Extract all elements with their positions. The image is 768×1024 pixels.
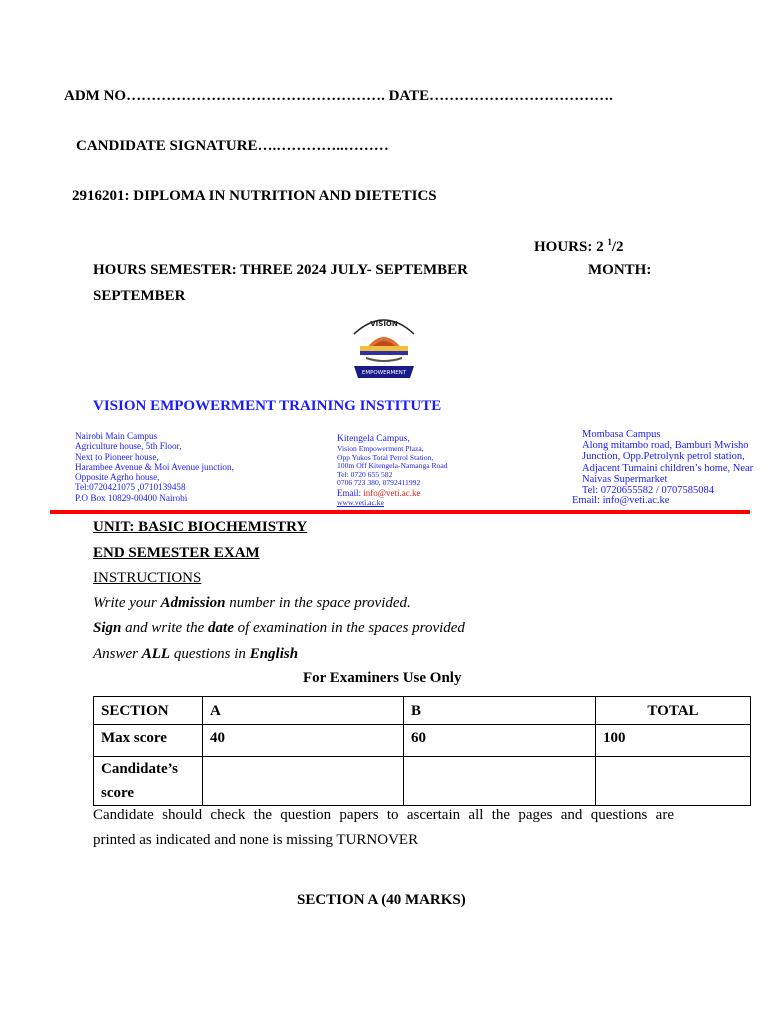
- exam-title: END SEMESTER EXAM: [93, 545, 260, 561]
- adm-date-line: ADM NO……………………………………………. DATE……………………………….: [64, 88, 613, 104]
- address-line: Adjacent Tumaini children’s home, Near: [582, 462, 754, 474]
- kitengela-email: Email: info@veti.ac.ke: [337, 487, 421, 498]
- table-header-cell: A: [203, 697, 404, 725]
- kitengela-campus-address: [337, 434, 487, 510]
- email-link[interactable]: info@veti.ac.ke: [363, 487, 421, 498]
- instruction-sign-date: Sign and write the date of examination in the spaces provided: [93, 620, 465, 636]
- table-cell: 60: [404, 725, 596, 757]
- address-line: Mombasa Campus: [582, 429, 661, 440]
- address-line: Agriculture house, 5th Floor,: [75, 441, 182, 452]
- nairobi-campus-address: [75, 431, 255, 505]
- address-line: Naivas Supermarket: [582, 473, 668, 485]
- address-line: P.O Box 10829-00400 Nairobi: [75, 492, 188, 503]
- address-line: 0706 723 380, 0792411992: [337, 478, 421, 488]
- instructions-heading: INSTRUCTIONS: [93, 570, 202, 586]
- address-line: Along mitambo road, Bamburi Mwisho: [582, 440, 749, 452]
- address-line: Opp Yukos Total Petrol Station,: [337, 452, 434, 462]
- email-link[interactable]: info@veti.ac.ke: [602, 495, 670, 506]
- section-a-heading: SECTION A (40 MARKS): [297, 892, 466, 908]
- candidate-note-line1: Candidate should check the question papers to ascertain all the pages and questions are: [93, 807, 674, 823]
- table-row: [94, 757, 751, 806]
- address-line: Tel: 0720 655 582: [337, 469, 393, 479]
- address-title: Kitengela Campus,: [337, 434, 410, 444]
- candidate-signature-line: CANDIDATE SIGNATURE….…………..………: [76, 138, 389, 154]
- examiners-heading: For Examiners Use Only: [303, 670, 462, 686]
- institute-name: VISION EMPOWERMENT TRAINING INSTITUTE: [93, 398, 442, 414]
- address-line: Tel: 0720655582 / 0707585084: [582, 485, 714, 497]
- unit-title: UNIT: BASIC BIOCHEMISTRY: [93, 519, 308, 535]
- month-label: MONTH:: [588, 262, 652, 278]
- hours-duration: HOURS: 2 $^1$/2: [534, 237, 624, 255]
- mombasa-campus-address: [582, 429, 753, 496]
- month-value: SEPTEMBER: [93, 288, 186, 304]
- semester-line: HOURS SEMESTER: THREE 2024 JULY- SEPTEMBER: [93, 262, 468, 278]
- website-link[interactable]: www.veti.ac.ke: [337, 497, 384, 507]
- address-line: Nairobi Main Campus: [75, 431, 158, 441]
- address-line: Tel:0720421075 ,0710139458: [75, 482, 186, 493]
- table-row: [94, 697, 751, 725]
- mombasa-email: Email: info@veti.ac.ke: [572, 495, 670, 506]
- table-row-label: Candidate’s score: [94, 757, 203, 806]
- table-cell: 40: [203, 725, 404, 757]
- candidate-score-total-cell[interactable]: [596, 757, 751, 806]
- address-line: Next to Pioneer house,: [75, 451, 159, 462]
- header-divider: [50, 510, 750, 514]
- table-header-cell: B: [404, 697, 596, 725]
- institute-logo: [346, 312, 422, 382]
- instruction-answer-all: Answer ALL questions in English: [93, 646, 299, 662]
- logo-bottom-text: EMPOWERMENT: [361, 370, 407, 376]
- table-row-label: Max score: [94, 725, 203, 757]
- logo-top-text: VISION: [370, 320, 398, 328]
- candidate-score-a-cell[interactable]: [203, 757, 404, 806]
- table-cell: 100: [596, 725, 751, 757]
- candidate-note-line2: printed as indicated and none is missing TURNOVER: [93, 832, 419, 848]
- table-row: [94, 725, 751, 757]
- candidate-score-b-cell[interactable]: [404, 757, 596, 806]
- address-line: Opposite Agrho house,: [75, 472, 160, 483]
- address-line: Harambee Avenue & Moi Avenue junction,: [75, 461, 234, 472]
- address-line: 100m Off Kitengela-Namanga Road: [337, 461, 448, 471]
- address-line: Vision Empowerment Plaza,: [337, 444, 424, 453]
- table-header-cell: TOTAL: [596, 697, 751, 725]
- score-table: [93, 696, 751, 806]
- instruction-admission: Write your Admission number in the space provided.: [93, 595, 411, 611]
- address-line: Junction, Opp.Petrolynk petrol station,: [582, 451, 745, 463]
- table-header-cell: SECTION: [94, 697, 203, 725]
- course-title: 2916201: DIPLOMA IN NUTRITION AND DIETETICS: [72, 188, 437, 204]
